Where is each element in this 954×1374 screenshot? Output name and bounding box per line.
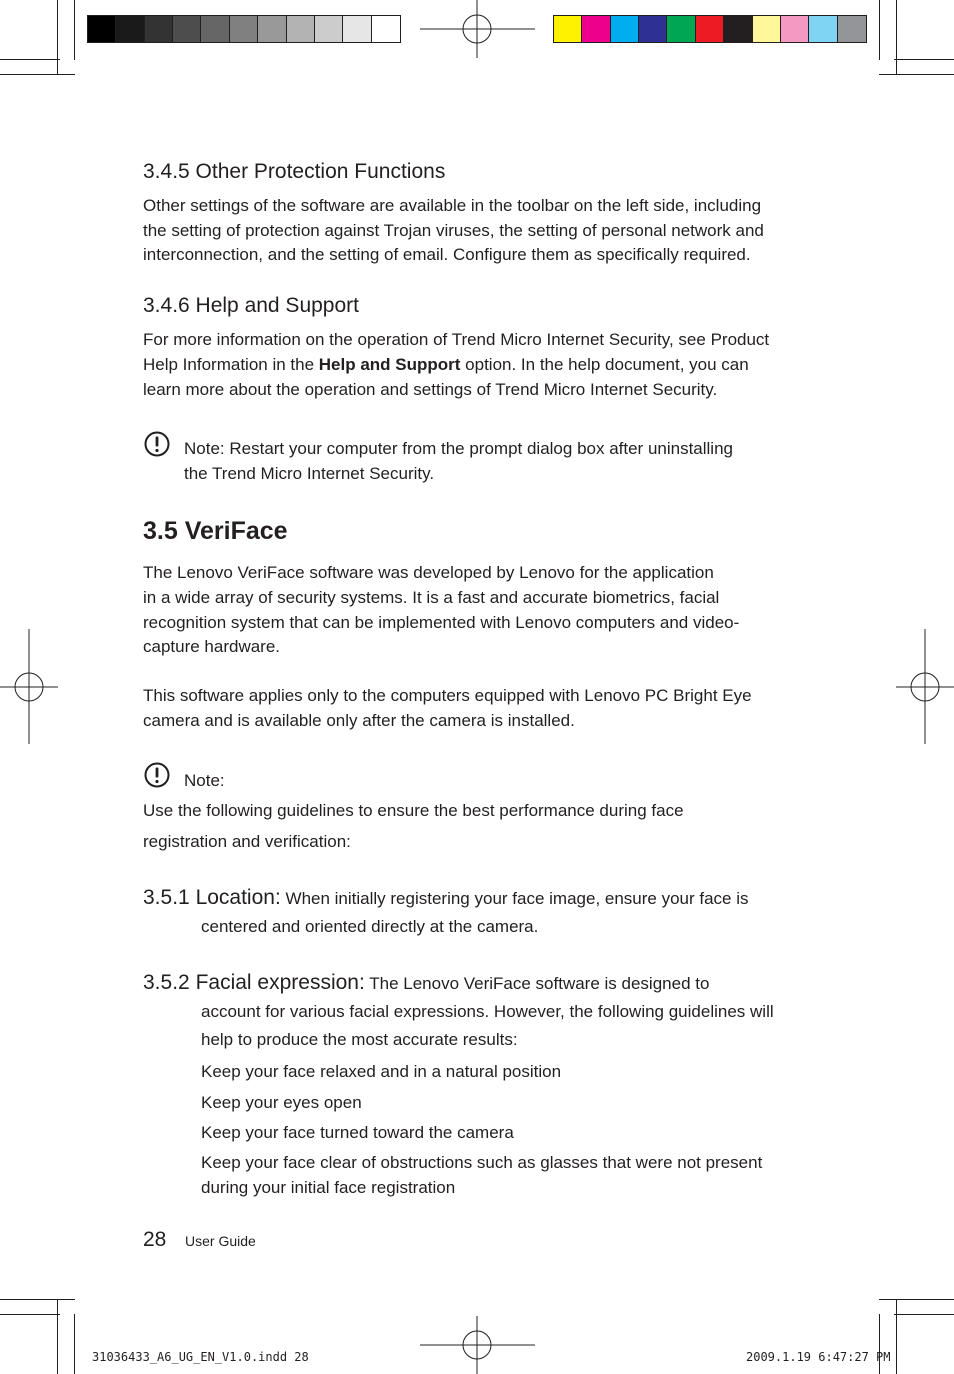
grayscale-bar bbox=[87, 15, 401, 43]
crop-mark bbox=[879, 0, 880, 60]
body-line: learn more about the operation and settings of Trend Micro Internet Security. bbox=[143, 380, 718, 399]
crop-mark bbox=[879, 1314, 880, 1374]
list-item: Keep your eyes open bbox=[201, 1093, 362, 1112]
body-line: centered and oriented directly at the camera. bbox=[201, 917, 539, 936]
section-heading: 3.4.5 Other Protection Functions bbox=[143, 160, 446, 183]
color-swatch bbox=[611, 16, 639, 42]
color-swatch bbox=[372, 16, 400, 42]
crop-mark bbox=[57, 0, 58, 75]
crop-mark bbox=[57, 1299, 58, 1374]
guide-label: User Guide bbox=[185, 1233, 256, 1249]
list-item: Keep your face relaxed and in a natural position bbox=[201, 1062, 562, 1081]
crop-mark bbox=[0, 1314, 60, 1315]
crop-mark bbox=[879, 1299, 954, 1300]
subsection-text: The Lenovo VeriFace software is designed to bbox=[364, 974, 710, 993]
body-line: the setting of protection against Trojan viruses, the setting of personal network and bbox=[143, 221, 764, 240]
color-swatch bbox=[838, 16, 866, 42]
color-swatch bbox=[201, 16, 229, 42]
note-line: the Trend Micro Internet Security. bbox=[184, 464, 435, 483]
color-swatch bbox=[258, 16, 286, 42]
crop-mark bbox=[896, 0, 897, 75]
body-line: capture hardware. bbox=[143, 637, 281, 656]
slug-timestamp: 2009.1.19 6:47:27 PM bbox=[746, 1350, 891, 1364]
text-span: Help Information in the bbox=[143, 355, 319, 374]
color-swatch bbox=[230, 16, 258, 42]
list-item: during your initial face registration bbox=[201, 1178, 456, 1197]
note-line: registration and verification: bbox=[143, 832, 351, 851]
section-heading-main: 3.5 VeriFace bbox=[143, 517, 288, 545]
body-line: account for various facial expressions. However, the following guidelines will bbox=[201, 1002, 774, 1021]
body-line bbox=[143, 353, 749, 378]
color-swatch bbox=[696, 16, 724, 42]
subsection-text: When initially registering your face image, ensure your face is bbox=[280, 889, 749, 908]
color-swatch bbox=[753, 16, 781, 42]
color-swatch bbox=[343, 16, 371, 42]
list-item: Keep your face clear of obstructions such as glasses that were not present bbox=[201, 1153, 763, 1172]
crop-mark bbox=[879, 74, 954, 75]
color-swatch bbox=[554, 16, 582, 42]
registration-mark-right bbox=[896, 629, 954, 744]
crop-mark bbox=[896, 1299, 897, 1374]
subsection-number: 3.5.2 bbox=[143, 971, 190, 994]
color-swatch bbox=[116, 16, 144, 42]
crop-mark bbox=[0, 59, 60, 60]
body-line: camera and is available only after the camera is installed. bbox=[143, 711, 575, 730]
subsection-351 bbox=[143, 884, 749, 913]
color-swatch bbox=[315, 16, 343, 42]
note-label: Note: bbox=[184, 771, 225, 790]
color-swatch bbox=[582, 16, 610, 42]
crop-mark bbox=[0, 1299, 75, 1300]
color-swatch bbox=[639, 16, 667, 42]
body-line: in a wide array of security systems. It is a fast and accurate biometrics, facial bbox=[143, 588, 720, 607]
note-line: Use the following guidelines to ensure the best performance during face bbox=[143, 801, 684, 820]
color-bar bbox=[553, 15, 867, 43]
body-line: recognition system that can be implemented with Lenovo computers and video- bbox=[143, 613, 740, 632]
registration-mark-top bbox=[420, 0, 535, 60]
help-and-support-option: Help and Support bbox=[318, 355, 461, 374]
color-swatch bbox=[145, 16, 173, 42]
color-swatch bbox=[88, 16, 116, 42]
exclamation-circle-icon bbox=[144, 431, 170, 457]
color-swatch bbox=[781, 16, 809, 42]
body-line: interconnection, and the setting of email. Configure them as specifically required. bbox=[143, 245, 751, 264]
list-item: Keep your face turned toward the camera bbox=[201, 1123, 514, 1142]
color-swatch bbox=[809, 16, 837, 42]
slug-file-name: 31036433_A6_UG_EN_V1.0.indd 28 bbox=[92, 1350, 309, 1364]
crop-mark bbox=[894, 1314, 954, 1315]
page-number: 28 bbox=[143, 1228, 167, 1251]
body-line: help to produce the most accurate results: bbox=[201, 1030, 518, 1049]
text-span: option. In the help document, you can bbox=[460, 355, 749, 374]
note-text: Restart your computer from the prompt dialog box after uninstalling bbox=[224, 439, 733, 458]
crop-mark bbox=[0, 74, 75, 75]
color-swatch bbox=[667, 16, 695, 42]
exclamation-circle-icon bbox=[144, 762, 170, 788]
crop-mark bbox=[74, 1314, 75, 1374]
body-line: Other settings of the software are available in the toolbar on the left side, including bbox=[143, 196, 762, 215]
crop-mark bbox=[74, 0, 75, 60]
subsection-352 bbox=[143, 969, 709, 998]
body-line: The Lenovo VeriFace software was developed by Lenovo for the application bbox=[143, 563, 714, 582]
note-label: Note: bbox=[184, 439, 225, 458]
subsection-number: 3.5.1 bbox=[143, 886, 190, 909]
crop-mark bbox=[894, 59, 954, 60]
subsection-title: Location: bbox=[195, 886, 281, 909]
body-line: For more information on the operation of Trend Micro Internet Security, see Product bbox=[143, 330, 770, 349]
body-line: This software applies only to the computers equipped with Lenovo PC Bright Eye bbox=[143, 686, 752, 705]
section-heading: 3.4.6 Help and Support bbox=[143, 294, 359, 317]
color-swatch bbox=[287, 16, 315, 42]
note-line bbox=[184, 437, 733, 462]
color-swatch bbox=[724, 16, 752, 42]
registration-mark-left bbox=[0, 629, 60, 744]
registration-mark-bottom bbox=[420, 1314, 535, 1374]
color-swatch bbox=[173, 16, 201, 42]
subsection-title: Facial expression: bbox=[195, 971, 365, 994]
